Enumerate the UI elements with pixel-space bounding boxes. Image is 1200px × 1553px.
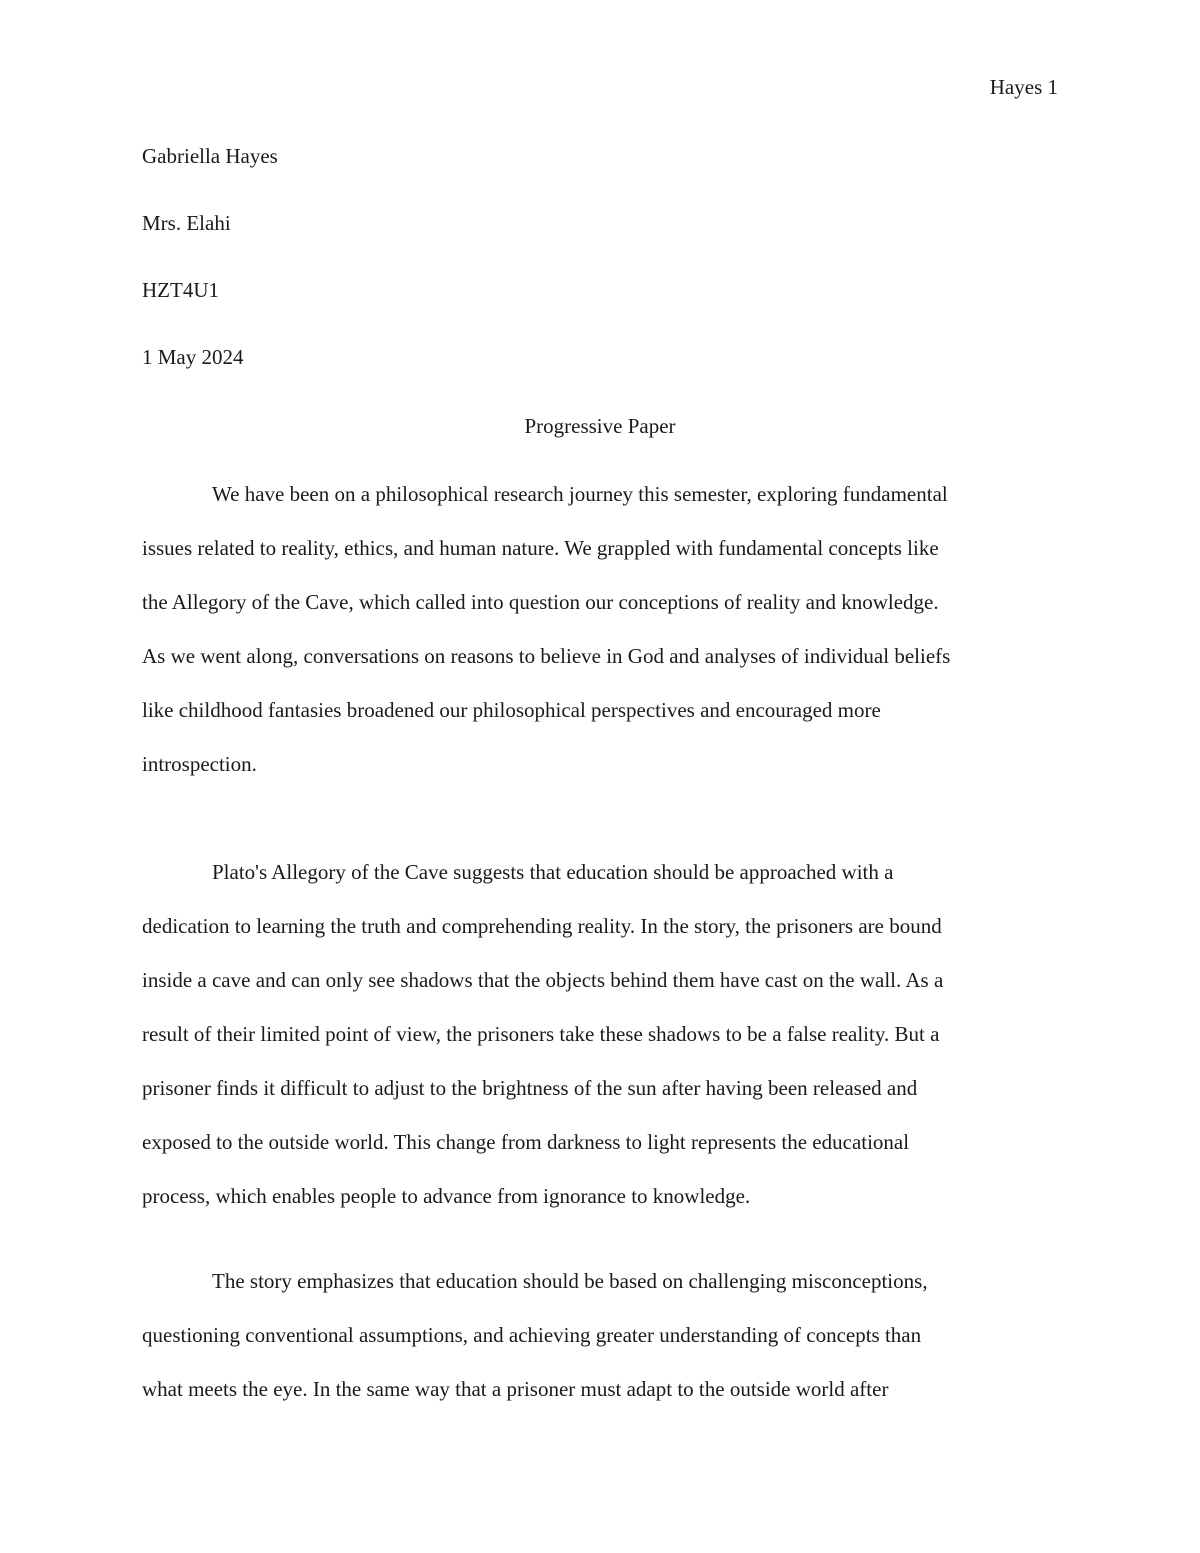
paragraph-line: We have been on a philosophical research journey this semester, exploring fundamental (212, 482, 948, 506)
paragraph-line: what meets the eye. In the same way that a prisoner must adapt to the outside world after (142, 1377, 889, 1401)
paragraph-line: As we went along, conversations on reasons to believe in God and analyses of individual beliefs (142, 644, 951, 668)
paragraph-1 (142, 467, 1058, 791)
paragraph-2 (142, 845, 1058, 1223)
paragraph-line: The story emphasizes that education should be based on challenging misconceptions, (212, 1269, 928, 1293)
paragraph-3 (142, 1254, 1058, 1416)
paragraph-line: prisoner finds it difficult to adjust to the brightness of the sun after having been released and (142, 1076, 918, 1100)
paragraph-line: inside a cave and can only see shadows that the objects behind them have cast on the wall. As a (142, 968, 944, 992)
paper-date: 1 May 2024 (142, 345, 244, 369)
paragraph-line: dedication to learning the truth and comprehending reality. In the story, the prisoners are bound (142, 914, 942, 938)
paragraph-line: like childhood fantasies broadened our philosophical perspectives and encouraged more (142, 698, 881, 722)
paragraph-line: exposed to the outside world. This change from darkness to light represents the educational (142, 1130, 910, 1154)
paragraph-line: questioning conventional assumptions, and achieving greater understanding of concepts than (142, 1323, 922, 1347)
heading-block (142, 141, 1058, 409)
paragraph-line: the Allegory of the Cave, which called into question our conceptions of reality and knowledge. (142, 590, 939, 614)
paragraph-line: issues related to reality, ethics, and human nature. We grappled with fundamental concepts like (142, 536, 939, 560)
running-head: Hayes 1 (989, 75, 1058, 99)
course-code: HZT4U1 (142, 278, 219, 302)
teacher-name: Mrs. Elahi (142, 211, 231, 235)
paragraph-line: Plato's Allegory of the Cave suggests that education should be approached with a (212, 860, 894, 884)
student-name: Gabriella Hayes (142, 144, 278, 168)
paragraph-line: process, which enables people to advance from ignorance to knowledge. (142, 1184, 751, 1208)
paragraph-line: result of their limited point of view, the prisoners take these shadows to be a false reality. But a (142, 1022, 940, 1046)
paragraph-line: introspection. (142, 752, 257, 776)
paper-title: Progressive Paper (524, 414, 676, 438)
